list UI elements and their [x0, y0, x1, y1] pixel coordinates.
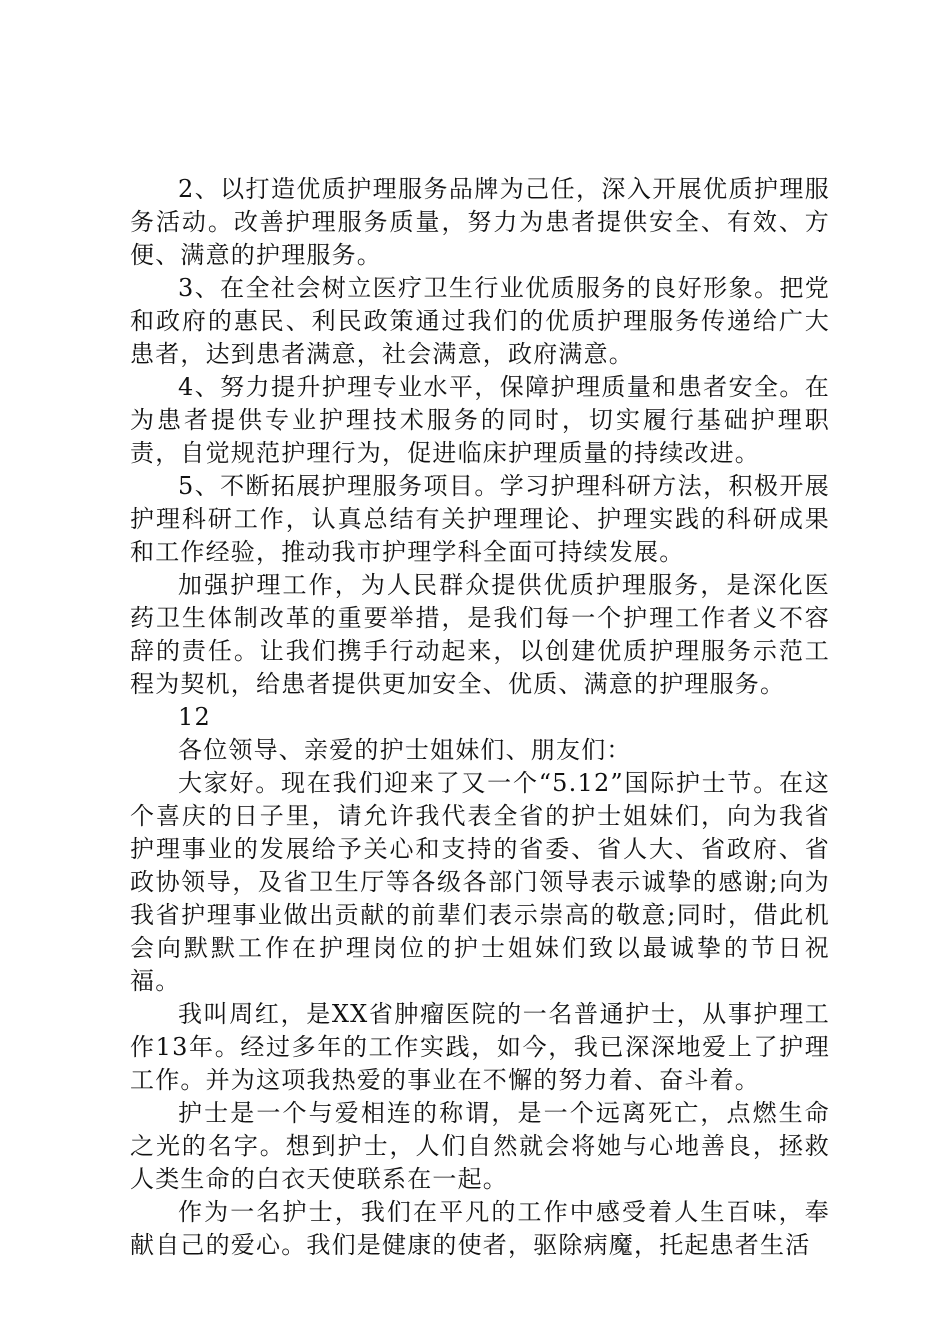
document-body: [130, 173, 830, 1262]
paragraph-greeting: 大家好。现在我们迎来了又一个“5.12”国际护士节。在这个喜庆的日子里，请允许我代表全省的护士姐妹们，向为我省护理事业的发展给予关心和支持的省委、省人大、省政府、省政协领导，及省卫生厅等各级各部门领导表示诚挚的感谢;向为我省护理事业做出贡献的前辈们表示崇高的敬意;同时，借此机会向默默工作在护理岗位的护士姐妹们致以最诚挚的节日祝福。: [130, 769, 830, 995]
paragraph-nurse-work: 作为一名护士，我们在平凡的工作中感受着人生百味，奉献自己的爱心。我们是健康的使者，驱除病魔，托起患者生活: [130, 1198, 830, 1259]
paragraph-nurse-meaning: 护士是一个与爱相连的称谓，是一个远离死亡，点燃生命之光的名字。想到护士，人们自然就会将她与心地善良，拯救人类生命的白衣天使联系在一起。: [130, 1099, 830, 1193]
paragraph-goal-2: 2、以打造优质护理服务品牌为己任，深入开展优质护理服务活动。改善护理服务质量，努力为患者提供安全、有效、方便、满意的护理服务。: [130, 175, 830, 269]
paragraph-goal-4: 4、努力提升护理专业水平，保障护理质量和患者安全。在为患者提供专业护理技术服务的同时，切实履行基础护理职责，自觉规范护理行为，促进临床护理质量的持续改进。: [130, 373, 830, 467]
paragraph-goal-3: 3、在全社会树立医疗卫生行业优质服务的良好形象。把党和政府的惠民、利民政策通过我们的优质护理服务传递给广大患者，达到患者满意，社会满意，政府满意。: [130, 274, 830, 368]
salutation: 各位领导、亲爱的护士姐妹们、朋友们：: [178, 736, 632, 764]
paragraph-goal-5: 5、不断拓展护理服务项目。学习护理科研方法，积极开展护理科研工作，认真总结有关护理理论、护理实践的科研成果和工作经验，推动我市护理学科全面可持续发展。: [130, 472, 830, 566]
paragraph-introduction: 我叫周红，是XX省肿瘤医院的一名普通护士，从事护理工作13年。经过多年的工作实践，如今，我已深深地爱上了护理工作。并为这项我热爱的事业在不懈的努力着、奋斗着。: [130, 1000, 830, 1094]
section-number: 12: [178, 703, 211, 731]
paragraph-closing: 加强护理工作，为人民群众提供优质护理服务，是深化医药卫生体制改革的重要举措，是我们每一个护理工作者义不容辞的责任。让我们携手行动起来，以创建优质护理服务示范工程为契机，给患者提供更加安全、优质、满意的护理服务。: [130, 571, 830, 698]
